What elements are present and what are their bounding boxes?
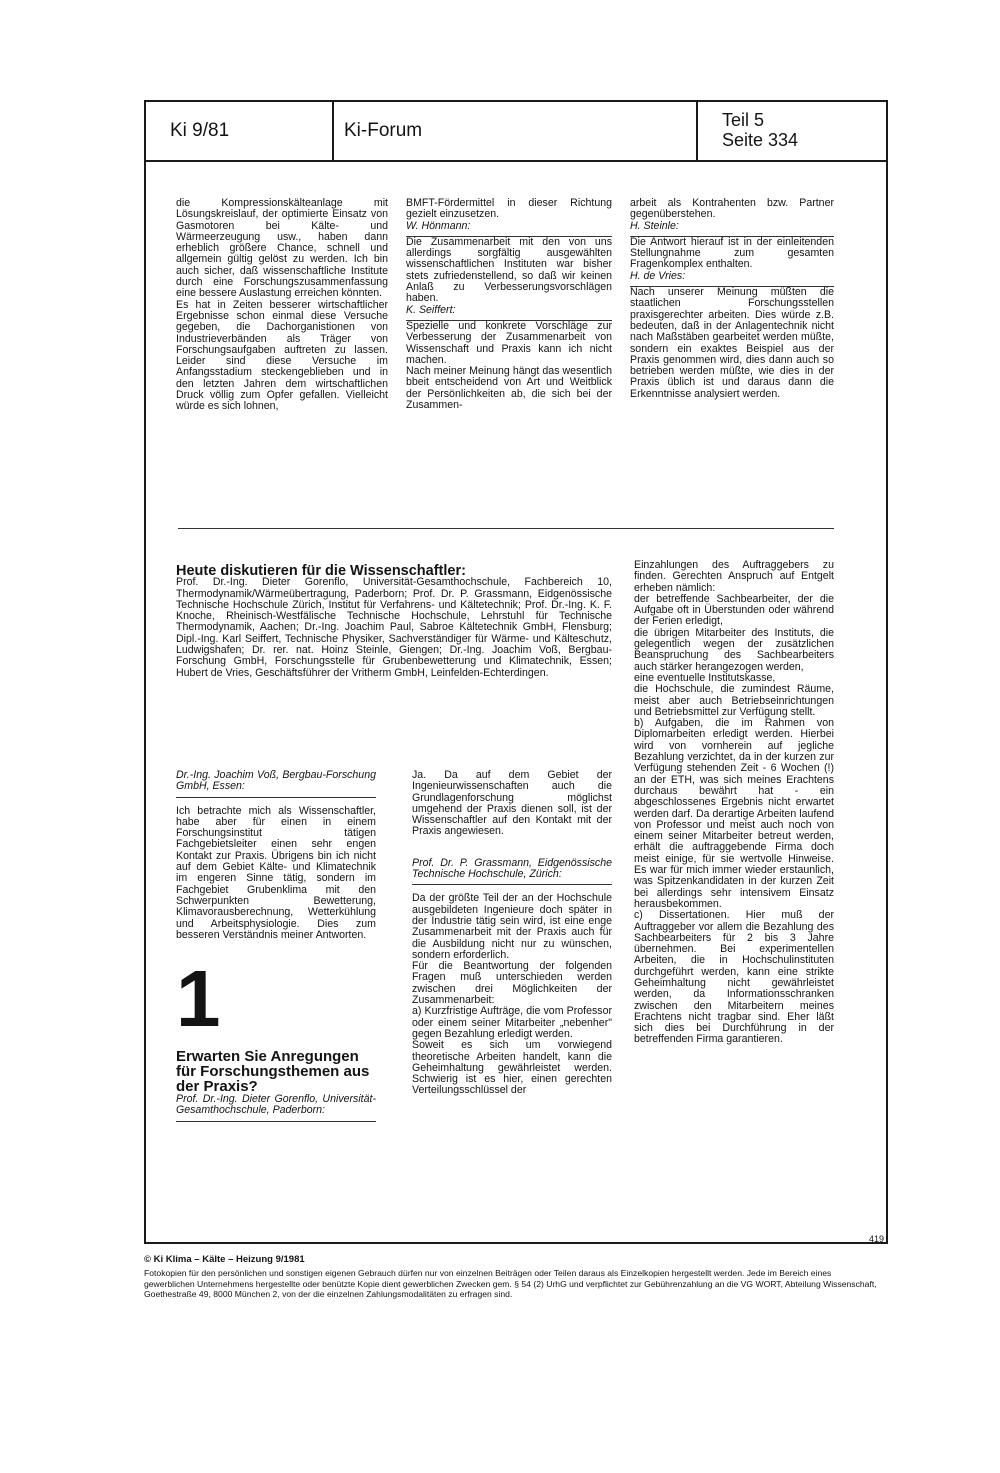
- question-title: Erwarten Sie Anregungen für Forschungsthemen aus der Praxis?: [176, 1048, 370, 1096]
- section-label: Ki-Forum: [344, 120, 423, 141]
- paragraph: Es hat in Zeiten besserer wirtschaftlicher Ergebnisse schon einmal diese Versuche gegeben, die Dachorganistionen von Industrieverbänden als Träger von Forschungsaufgaben auftreten zu lassen. Leider sind diese Versuche im Anfangsstadium steckengeblieben und in den letzten Jahren dem wirtschaftlichen Druck völlig zum Opfer gefallen. Vielleicht würde es sich lohnen,: [176, 298, 388, 413]
- lower-column-3: [634, 560, 834, 1046]
- paragraph: die Kompressionskälteanlage mit Lösungskreislauf, der optimierte Einsatz von Gasmotoren bei Kälte- und Wärmeerzeugung usw., haben dann erheblich größere Chance, schnell und allgemein gültig gelöst zu werden. Ich bin auch sicher, daß wissenschaftliche Institute durch eine Forschungszusammenfassung eine bessere Auslastung erreichen könnten.: [176, 197, 388, 300]
- paragraph: eine eventuelle Institutskasse,: [634, 671, 776, 684]
- participants-list: Prof. Dr.-Ing. Dieter Gorenflo, Universität-Gesamthochschule, Fachbereich 10, Thermodynamik/Wärmeübertragung, Paderborn; Prof. Dr. P. Grassmann, Eidgenössische Technische Hochschule Zürich, Institut für Verfahrens- und Kältetechnik; Prof. Dr.-Ing. K. F. Knoche, Rheinisch-Westfälische Technische Hochschule, Lehrstuhl für Technische Thermodynamik, Aachen; Dr.-Ing. Joachim Paul, Sabroe Kältetechnik GmbH, Flensburg; Dipl.-Ing. Karl Seiffert, Technische Physiker, Sachverständiger für Wärme- und Kälteschutz, Ludwigshafen; Dr. rer. nat. Hoinz Steinle, Giengen; Dr.-Ing. Joachim Voß, Bergbau-Forschung GmbH, Forschungsstelle für Grubenbewetterung und Klimatechnik, Essen; Hubert de Vries, Geschäftsführer der Vritherm GmbH, Leinfelden-Echterdingen.: [176, 576, 612, 679]
- paragraph: Die Zusammenarbeit mit den von uns allerdings sorgfältig ausgewählten wissenschaftlichen Instituten war bisher stets zufriedenstellend, so daß wir keinen Anlaß zu Verbesserungsvorschlägen haben.: [406, 235, 612, 305]
- copyright-notice: Fotokopien für den persönlichen und sonstigen eigenen Gebrauch dürfen nur von einzelnen Beiträgen oder Teilen daraus als Einzelkopien hergestellt werden. Jede im Bereich eines gewerblichen Unternehmens hergestellte oder benützte Kopie dient gewerblichen Zwecken gem. § 54 (2) UrhG und verpflichtet zur Gebührenzahlung an die VG WORT, Abteilung Wissenschaft, Goethestraße 49, 8000 München 2, von der die einzelnen Zahlungsmodalitäten zu erfragen sind.: [144, 1268, 877, 1299]
- paragraph: Für die Beantwortung der folgenden Fragen muß unterschieden werden zwischen drei Möglichkeiten der Zusammenarbeit:: [412, 960, 612, 1007]
- paragraph: Die Antwort hierauf ist in der einleitenden Stellungnahme zum gesamten Fragenkomplex enthalten.: [630, 235, 834, 271]
- page-number: 419: [868, 1234, 884, 1244]
- discussion-intro: [176, 563, 612, 679]
- top-column-3: [630, 198, 834, 400]
- issue-label: Ki 9/81: [144, 100, 334, 160]
- lower-column-1: [176, 770, 376, 1122]
- paragraph: a) Kurzfristige Aufträge, die vom Professor oder einem seiner Mitarbeiter „nebenher" gegen Bezahlung erledigt werden.: [412, 1005, 612, 1040]
- page-info: [696, 100, 888, 160]
- paragraph: arbeit als Kontrahenten bzw. Partner gegenüberstehen.: [630, 197, 834, 221]
- page-label: Seite 334: [722, 130, 799, 150]
- paragraph: Soweit es sich um vorwiegend theoretische Arbeiten handelt, kann die Geheimhaltung gewährleistet werden. Schwierig ist es hier, einen gerechten Verteilungsschlüssel der: [412, 1039, 612, 1097]
- author-name: H. de Vries:: [630, 271, 834, 287]
- paragraph: Nach meiner Meinung hängt das wesentlich bbeit entscheidend von Art und Weitblick der Persönlichkeiten ab, die sich bei der Zusammen-: [406, 365, 612, 412]
- lower-column-2: [412, 770, 612, 1097]
- author-name: Prof. Dr. P. Grassmann, Eidgenössische Technische Hochschule, Zürich:: [412, 858, 612, 886]
- paragraph: BMFT-Fördermittel in dieser Richtung gezielt einzusetzen.: [406, 197, 612, 221]
- top-column-1: [176, 198, 388, 413]
- paragraph: b) Aufgaben, die im Rahmen von Diplomarbeiten erledigt werden. Hierbei wird von vornherein auf jegliche Bezahlung verzichtet, da in der kurzen zur Verfügung stehenden Zeit - 6 Wochen (!) an der ETH, was sich meines Erachtens durchaus bewährt hat - ein abgeschlossenes Ergebnis nicht erwartet werden darf. Da derartige Arbeiten laufend von Professor und meist auch noch von einem seiner Mitarbeiter betreut werden, erhält die auftraggebende Firma doch meist einige, für sie wertvolle Hinweise. Es war für mich immer wieder erstaunlich, was Spitzenkandidaten in der kurzen Zeit bei allerdings sehr intensivem Einsatz herausbekommen.: [634, 717, 834, 910]
- paragraph: c) Dissertationen. Hier muß der Auftraggeber vor allem die Bezahlung des Sachbearbeiters für 2 bis 3 Jahre übernehmen. Bei experimentellen Arbeiten, die in Hochschulinstituten durchgeführt werden, kann eine strikte Geheimhaltung nicht gewährleistet werden, da Informationsschranken zwischen den Mitarbeitern meines Erachtens nicht tragbar sind. Eher läßt sich dies bei Durchführung in der betreffenden Firma garantieren.: [634, 909, 834, 1046]
- paragraph: Nach unserer Meinung müßten die staatlichen Forschungsstellen praxisgerechter arbeiten. Dies würde z.B. bedeuten, daß in der Anlagentechnik nicht nach Maßstäben gearbeitet werden müßte, sondern ein exaktes Beispiel aus der Praxis genommen wird, dies dann auch so betrieben werden müßte, wie dies in der Praxis üblich ist und daraus dann die Erkenntnisse analysiert werden.: [630, 286, 834, 400]
- author-name: K. Seiffert:: [406, 305, 612, 321]
- part-label: Teil 5: [722, 110, 765, 130]
- paragraph: die Hochschule, die zumindest Räume, meist aber auch Betriebseinrichtungen und Betriebsmittel zur Verfügung stellt.: [634, 683, 834, 718]
- top-column-2: [406, 198, 612, 411]
- paragraph: der betreffende Sachbearbeiter, der die Aufgabe oft in Überstunden oder während der Ferien erledigt,: [634, 592, 834, 628]
- paragraph: Ja. Da auf dem Gebiet der Ingenieurwissenschaften auch die Grundlagenforschung möglichst umgehend der Praxis dienen soll, ist der Wissenschaftler auf den Kontakt mit der Praxis angewiesen.: [412, 769, 612, 838]
- paragraph: Spezielle und konkrete Vorschläge zur Verbesserung der Zusammenarbeit von Wissenschaft und Praxis kann ich nicht machen.: [406, 319, 612, 366]
- paragraph: Ich betrachte mich als Wissenschaftler, habe aber für einen in einem Forschungsinstitut tätigen Fachgebietsleiter einen sehr engen Kontakt zur Praxis. Übrigens bin ich nicht auf dem Gebiet Kälte- und Klimatechnik im engeren Sinne tätig, sondern im Fachgebiet Grubenklima mit den Schwerpunkten Bewetterung, Klimavorausberechnung, Wetterkühlung und Arbeitsphysiologie. Dies zum besseren Verständnis meiner Antworten.: [176, 804, 376, 941]
- author-name: H. Steinle:: [630, 221, 834, 237]
- section-divider: [178, 528, 834, 529]
- paragraph: Einzahlungen des Auftraggebers zu finden. Gerechten Anspruch auf Entgelt erheben nämlich:: [634, 559, 834, 594]
- copyright-line: © Ki Klima – Kälte – Heizung 9/1981: [144, 1254, 305, 1265]
- author-name: Dr.-Ing. Joachim Voß, Bergbau-Forschung GmbH, Essen:: [176, 770, 376, 798]
- question-number: 1: [176, 954, 221, 1044]
- author-name: W. Hönmann:: [406, 221, 612, 237]
- paragraph: die übrigen Mitarbeiter des Instituts, die gelegentlich wegen der zusätzlichen Beanspruchung des Sachbearbeiters auch stärker herangezogen werden,: [634, 626, 834, 673]
- author-name: Prof. Dr.-Ing. Dieter Gorenflo, Universität-Gesamthochschule, Paderborn:: [176, 1094, 376, 1122]
- paragraph: Da der größte Teil der an der Hochschule ausgebildeten Ingenieure doch später in der Industrie tätig sein wird, ist eine enge Zusammenarbeit mit der Praxis auch für die Ausbildung nicht nur zu wünschen, sondern erforderlich.: [412, 892, 612, 961]
- discussion-heading: Heute diskutieren für die Wissenschaftler:: [176, 563, 466, 579]
- page-header: [144, 100, 888, 162]
